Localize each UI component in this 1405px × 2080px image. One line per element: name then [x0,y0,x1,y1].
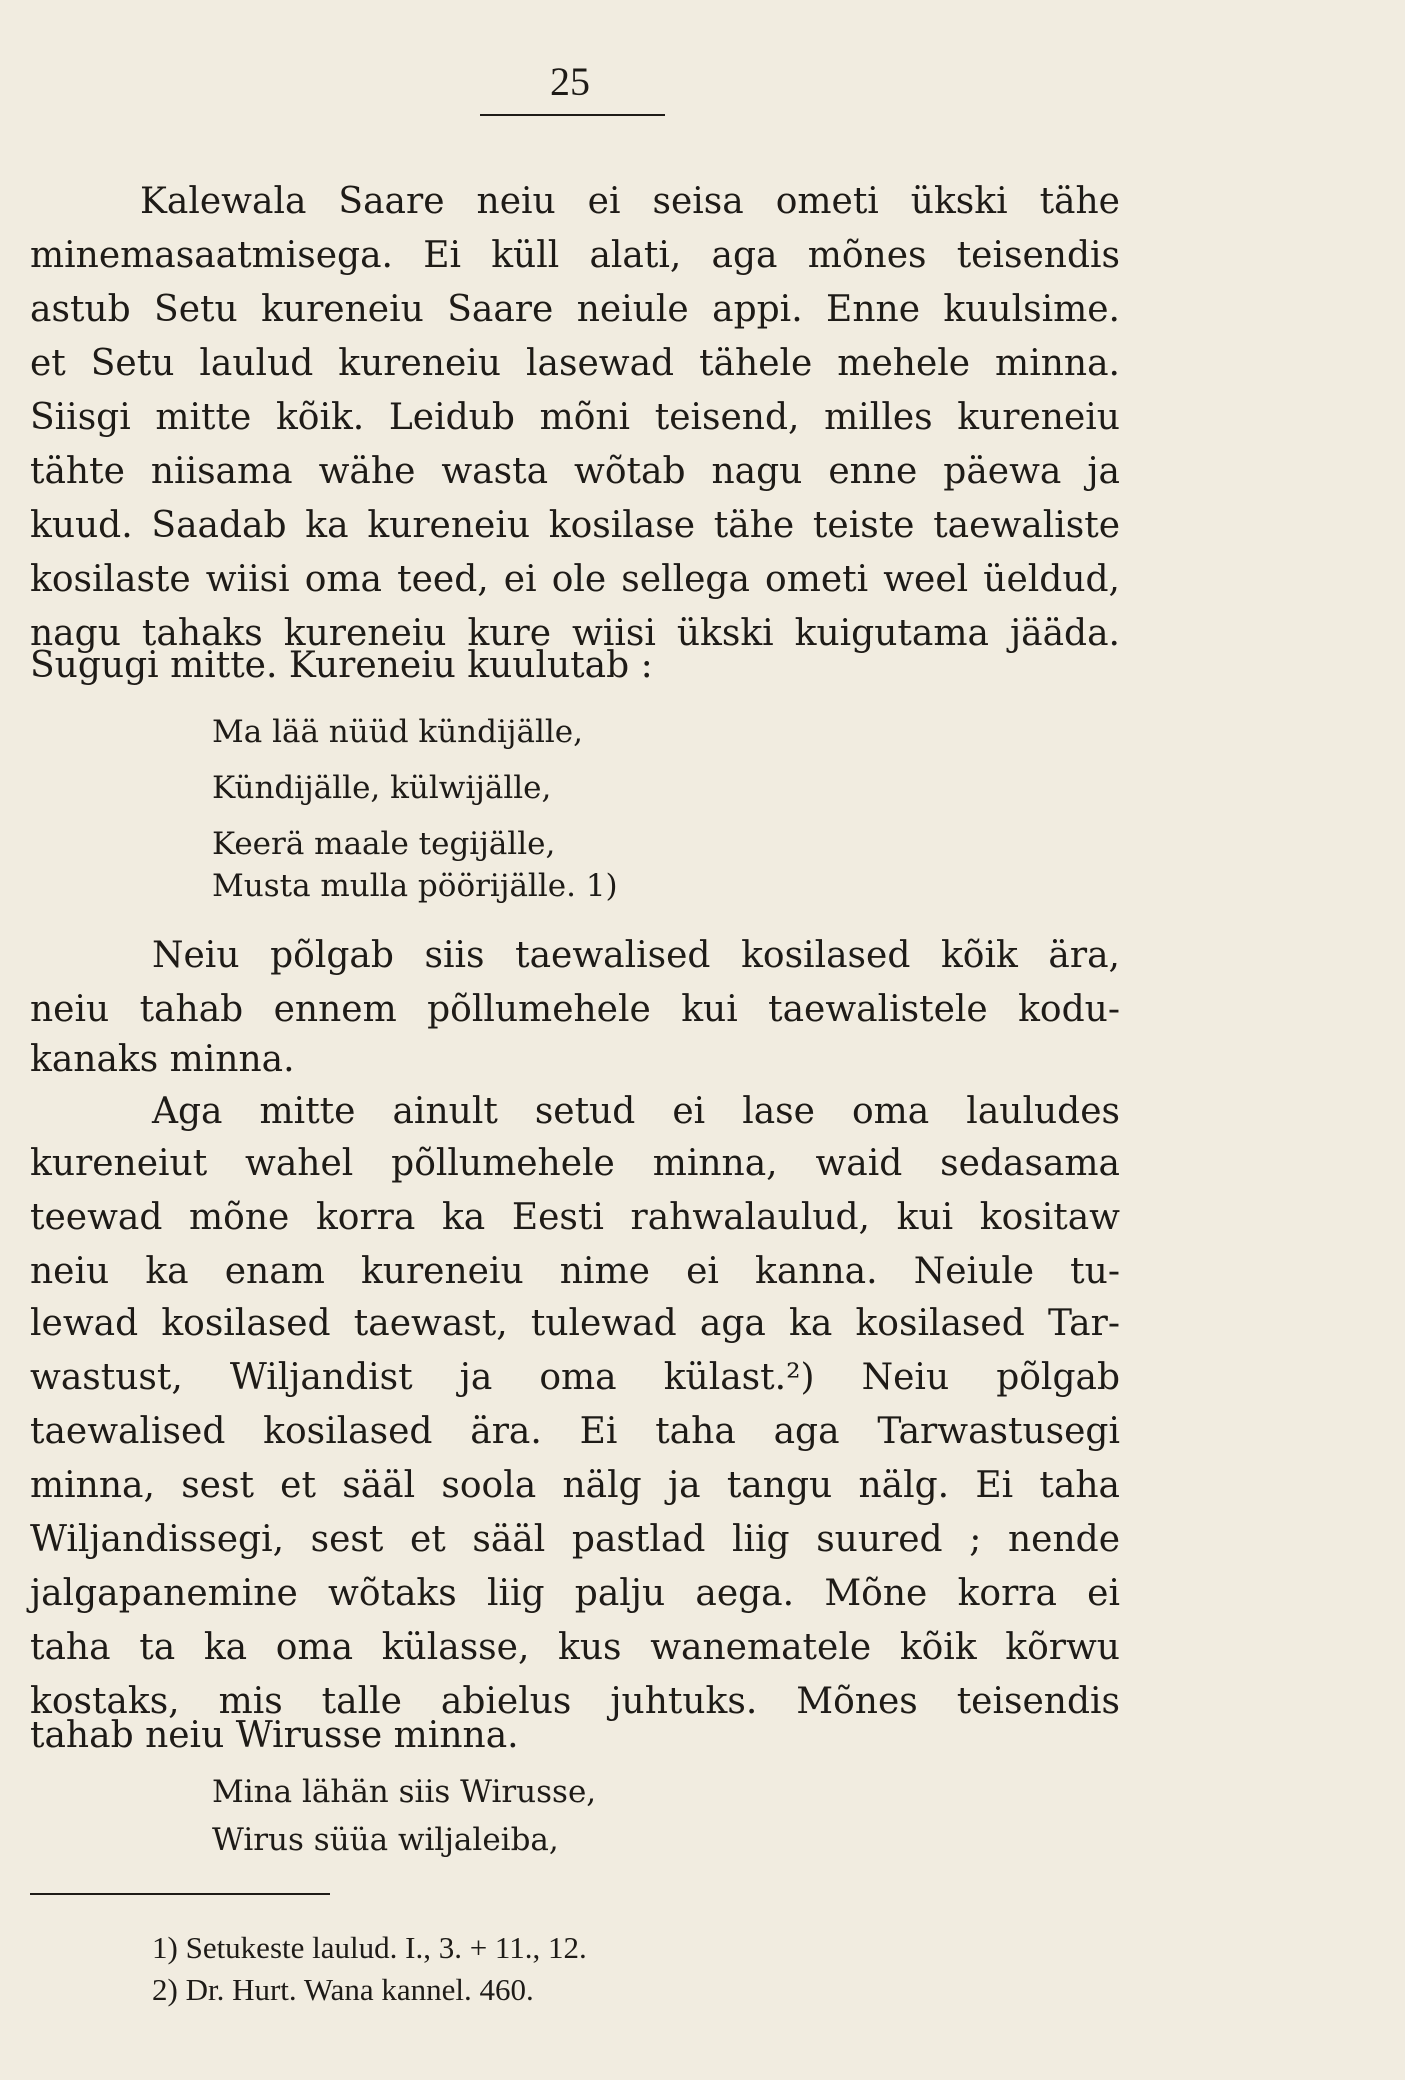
text-line: Kalewala Saare neiu ei seisa ometi ükski tähe [140,181,1120,222]
verse-line: Kündijälle, külwijälle, [212,770,552,806]
text-line: minemasaatmisega. Ei küll alati, aga mõnes teisendis [30,235,1120,276]
verse-line: Musta mulla pöörijälle. 1) [212,868,618,904]
text-line: kosilaste wiisi oma teed, ei ole sellega ometi weel üeldud, [30,559,1120,600]
text-line: Siisgi mitte kõik. Leidub mõni teisend, milles kureneiu [30,397,1120,438]
text-line: tahab neiu Wirusse minna. [30,1715,519,1756]
text-line: Wiljandissegi, sest et sääl pastlad liig suured ; nende [30,1519,1120,1560]
text-line: teewad mõne korra ka Eesti rahwalaulud, kui kositaw [30,1197,1120,1238]
text-line: kanaks minna. [30,1039,295,1080]
text-line: nagu tahaks kureneiu kure wiisi ükski kuigutama jääda. [30,613,1120,654]
footnote: 2) Dr. Hurt. Wana kannel. 460. [152,1972,534,2007]
text-line: Aga mitte ainult setud ei lase oma lauludes [152,1091,1120,1132]
footnote: 1) Setukeste laulud. I., 3. + 11., 12. [152,1930,587,1965]
text-line: kostaks, mis talle abielus juhtuks. Mõnes teisendis [30,1681,1120,1722]
text-line: taewalised kosilased ära. Ei taha aga Tarwastusegi [30,1411,1120,1452]
text-line: jalgapanemine wõtaks liig palju aega. Mõne korra ei [30,1573,1120,1614]
verse-line: Wirus süüa wiljaleiba, [212,1822,559,1858]
text-line: neiu ka enam kureneiu nime ei kanna. Neiule tu- [30,1251,1120,1292]
page-number: 25 [550,59,590,104]
text-line: neiu tahab ennem põllumehele kui taewalistele kodu- [30,989,1120,1030]
header-rule [480,114,665,116]
text-line: tähte niisama wähe wasta wõtab nagu enne päewa ja [30,451,1120,492]
text-line: minna, sest et sääl soola nälg ja tangu nälg. Ei taha [30,1465,1120,1506]
text-line: et Setu laulud kureneiu lasewad tähele mehele minna. [30,343,1120,384]
verse-line: Keerä maale tegijälle, [212,826,556,862]
text-line: Sugugi mitte. Kureneiu kuulutab : [30,645,653,686]
text-line: taha ta ka oma külasse, kus wanematele kõik kõrwu [30,1627,1120,1668]
text-line: wastust, Wiljandist ja oma külast.²) Neiu põlgab [30,1357,1120,1398]
text-line: Neiu põlgab siis taewalised kosilased kõik ära, [152,935,1120,976]
text-line: kuud. Saadab ka kureneiu kosilase tähe teiste taewaliste [30,505,1120,546]
text-line: astub Setu kureneiu Saare neiule appi. Enne kuulsime. [30,289,1120,330]
text-line: kureneiut wahel põllumehele minna, waid sedasama [30,1143,1120,1184]
verse-line: Mina lähän siis Wirusse, [212,1774,597,1810]
footnote-rule [30,1893,330,1895]
text-line: lewad kosilased taewast, tulewad aga ka kosilased Tar- [30,1303,1120,1344]
verse-line: Ma lää nüüd kündijälle, [212,714,584,750]
